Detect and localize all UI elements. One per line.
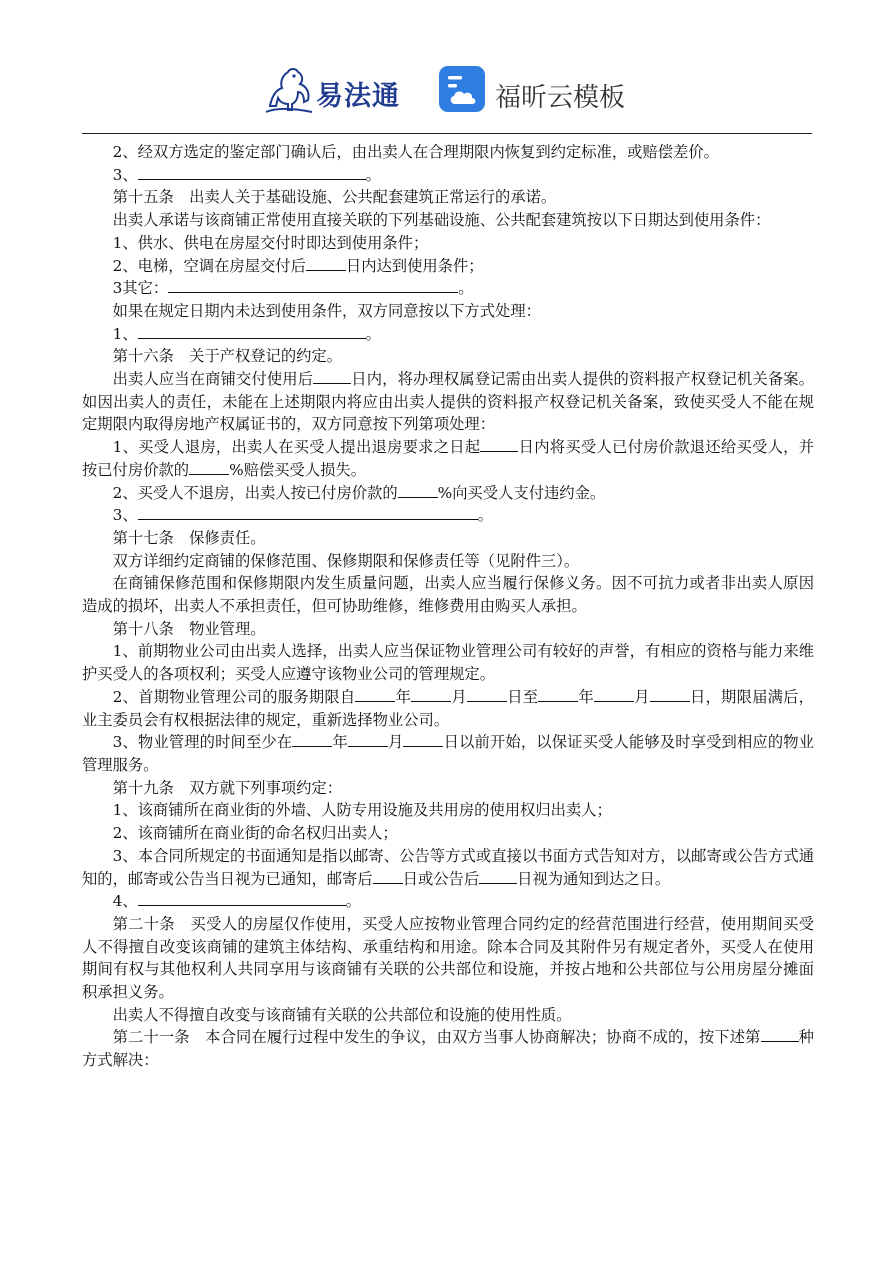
paragraph-text: 第十九条 双方就下列事项约定：: [112, 778, 343, 797]
paragraph-text: 第十八条 物业管理。: [112, 619, 266, 638]
paragraph-text: 年: [332, 733, 348, 752]
yifatong-brand-text: 易法通: [316, 81, 400, 112]
fill-in-blank: [348, 731, 388, 747]
paragraph: [82, 141, 814, 164]
paragraph-text: 4、: [112, 892, 138, 911]
paragraph-text: 双方详细约定商铺的保修范围、保修期限和保修责任等（见附件三）。: [112, 551, 580, 570]
paragraph: [82, 777, 814, 800]
paragraph-text: 1、前期物业公司由出卖人选择，出卖人应当保证物业管理公司有较好的声誉，有相应的资格与能力来维护买受人的各项权利；买受人应遵守该物业公司的管理规定。: [82, 642, 814, 684]
paragraph: [82, 550, 814, 573]
paragraph-text: 第二十一条 本合同在履行过程中发生的争议，由双方当事人协商解决；协商不成的，按下述第: [112, 1028, 761, 1047]
paragraph: [82, 1004, 814, 1027]
paragraph-text: 种方式解决：: [82, 1028, 814, 1070]
paragraph-text: 日至: [506, 687, 539, 706]
paragraph-text: 。: [365, 165, 381, 184]
fill-in-blank: [480, 436, 518, 452]
fill-in-blank: [138, 164, 366, 180]
fill-in-blank: [189, 459, 229, 475]
paragraph: [82, 731, 814, 776]
fuxin-brand-text: 福昕云模板: [495, 83, 626, 113]
fill-in-blank: [650, 686, 690, 702]
fill-in-blank: [538, 686, 578, 702]
paragraph-text: 日内，将办理权属登记需由出卖人提供的资料报产权登记机关备案。如因出卖人的责任，未能在上述期限内将应由出卖人提供的资料报产权登记机关备案，致使买受人不能在规定期限内取得房地产权属证书的，双方同意按下列第项处理：: [82, 370, 814, 434]
paragraph-text: 2、买受人不退房，出卖人按已付房价款的: [112, 483, 398, 502]
paragraph: [82, 527, 814, 550]
paragraph: [82, 799, 814, 822]
paragraph: [82, 186, 814, 209]
paragraph-text: 3、本合同所规定的书面通知是指以邮寄、公告等方式或直接以书面方式告知对方，以邮寄或公告方式通知的，邮寄或公告当日视为已通知，邮寄后: [82, 846, 814, 888]
paragraph: [82, 618, 814, 641]
paragraph-text: 。: [345, 892, 361, 911]
paragraph-text: 。: [477, 506, 493, 525]
page-header: [0, 58, 893, 124]
paragraph-text: 。: [458, 279, 474, 298]
paragraph-text: 出卖人应当在商铺交付使用后: [112, 370, 314, 389]
paragraph: [82, 345, 814, 368]
paragraph-text: %赔偿买受人损失。: [229, 460, 367, 479]
paragraph: [82, 482, 814, 505]
paragraph-text: 如果在规定日期内未达到使用条件，双方同意按以下方式处理：: [112, 301, 541, 320]
paragraph-text: 第十七条 保修责任。: [112, 528, 266, 547]
paragraph-text: 月: [634, 687, 650, 706]
paragraph: [82, 323, 814, 346]
fill-in-blank: [138, 323, 366, 339]
fuxin-logo: [437, 64, 637, 120]
fill-in-blank: [292, 731, 332, 747]
paragraph-text: 日内达到使用条件；: [345, 256, 484, 275]
paragraph: [82, 300, 814, 323]
paragraph: [82, 1026, 814, 1071]
paragraph-text: 1、买受人退房，出卖人在买受人提出退房要求之日起: [112, 438, 481, 457]
fuxin-cloud-icon: [437, 64, 487, 114]
fill-in-blank: [373, 868, 403, 884]
paragraph-text: 3、物业管理的时间至少在: [112, 733, 293, 752]
paragraph: [82, 845, 814, 890]
paragraph-text: 日视为通知到达之日。: [517, 869, 671, 888]
horse-logo-icon: [262, 62, 318, 118]
paragraph-text: 2、该商铺所在商业街的命名权归出卖人；: [112, 824, 398, 843]
fill-in-blank: [761, 1026, 799, 1042]
paragraph-text: 日内将买受人已付房价款退还给买受人，并按已付房价款的: [82, 438, 814, 479]
paragraph-text: 2、首期物业管理公司的服务期限自: [112, 687, 356, 706]
paragraph-text: 1、: [112, 324, 138, 343]
paragraph-text: 第十六条 关于产权登记的约定。: [112, 347, 343, 366]
paragraph: [82, 504, 814, 527]
paragraph: [82, 890, 814, 913]
paragraph-text: 3、: [112, 165, 138, 184]
paragraph: [82, 913, 814, 1004]
paragraph: [82, 368, 814, 436]
paragraph: [82, 277, 814, 300]
document-body: [82, 141, 814, 1072]
fill-in-blank: [479, 868, 517, 884]
paragraph-text: 日或公告后: [402, 869, 480, 888]
paragraph-text: 日，期限届满后，业主委员会有权根据法律的规定，重新选择物业公司。: [82, 687, 814, 729]
paragraph-text: 出卖人不得擅自改变与该商铺有关联的公共部位和设施的使用性质。: [112, 1005, 572, 1024]
fill-in-blank: [403, 731, 443, 747]
paragraph: [82, 436, 814, 481]
paragraph-text: 年: [578, 687, 595, 706]
paragraph: [82, 232, 814, 255]
paragraph: [82, 686, 814, 731]
paragraph-text: 3、: [112, 506, 138, 525]
paragraph: [82, 209, 814, 232]
paragraph-text: 在商铺保修范围和保修期限内发生质量问题，出卖人应当履行保修义务。因不可抗力或者非出卖人原因造成的损坏，出卖人不承担责任，但可协助维修，维修费用由购买人承担。: [82, 574, 814, 616]
paragraph: [82, 164, 814, 187]
paragraph-text: 2、经双方选定的鉴定部门确认后，由出卖人在合理期限内恢复到约定标准，或赔偿差价。: [112, 143, 719, 161]
paragraph: [82, 255, 814, 278]
fill-in-blank: [411, 686, 451, 702]
paragraph-text: 月: [387, 733, 404, 752]
paragraph-text: 3其它：: [112, 279, 169, 298]
fill-in-blank: [313, 368, 351, 384]
header-divider: [82, 133, 812, 134]
paragraph-text: 1、该商铺所在商业街的外墙、人防专用设施及共用房的使用权归出卖人；: [112, 801, 612, 820]
paragraph: [82, 822, 814, 845]
paragraph-text: 1、供水、供电在房屋交付时即达到使用条件；: [112, 233, 429, 252]
paragraph-text: 日以前开始，以保证买受人能够及时享受到相应的物业管理服务。: [82, 733, 814, 774]
paragraph-text: 第二十条 买受人的房屋仅作使用，买受人应按物业管理合同约定的经营范围进行经营，使用期间买受人不得擅自改变该商铺的建筑主体结构、承重结构和用途。除本合同及其附件另有规定者外，买受人在使用期间有权与其他权利人共同享用与该商铺有关联的公共部位和设施，并按占地和公共部位与公用房屋分摊面积承担义务。: [82, 914, 814, 1002]
paragraph-text: 2、电梯，空调在房屋交付后: [112, 256, 306, 275]
paragraph-text: 第十五条 出卖人关于基础设施、公共配套建筑正常运行的承诺。: [112, 188, 557, 207]
paragraph-text: %向买受人支付违约金。: [437, 483, 606, 502]
paragraph: [82, 640, 814, 685]
fill-in-blank: [467, 686, 507, 702]
fill-in-blank: [168, 277, 458, 293]
fill-in-blank: [594, 686, 634, 702]
fill-in-blank: [355, 686, 395, 702]
fill-in-blank: [138, 890, 346, 906]
fill-in-blank: [306, 255, 346, 271]
paragraph-text: 年: [395, 687, 412, 706]
paragraph-text: 月: [451, 687, 467, 706]
fill-in-blank: [398, 482, 438, 498]
paragraph: [82, 572, 814, 617]
fill-in-blank: [138, 504, 478, 520]
yifatong-logo: [262, 62, 412, 118]
paragraph-text: 。: [365, 324, 381, 343]
paragraph-text: 出卖人承诺与该商铺正常使用直接关联的下列基础设施、公共配套建筑按以下日期达到使用条件：: [112, 211, 771, 230]
